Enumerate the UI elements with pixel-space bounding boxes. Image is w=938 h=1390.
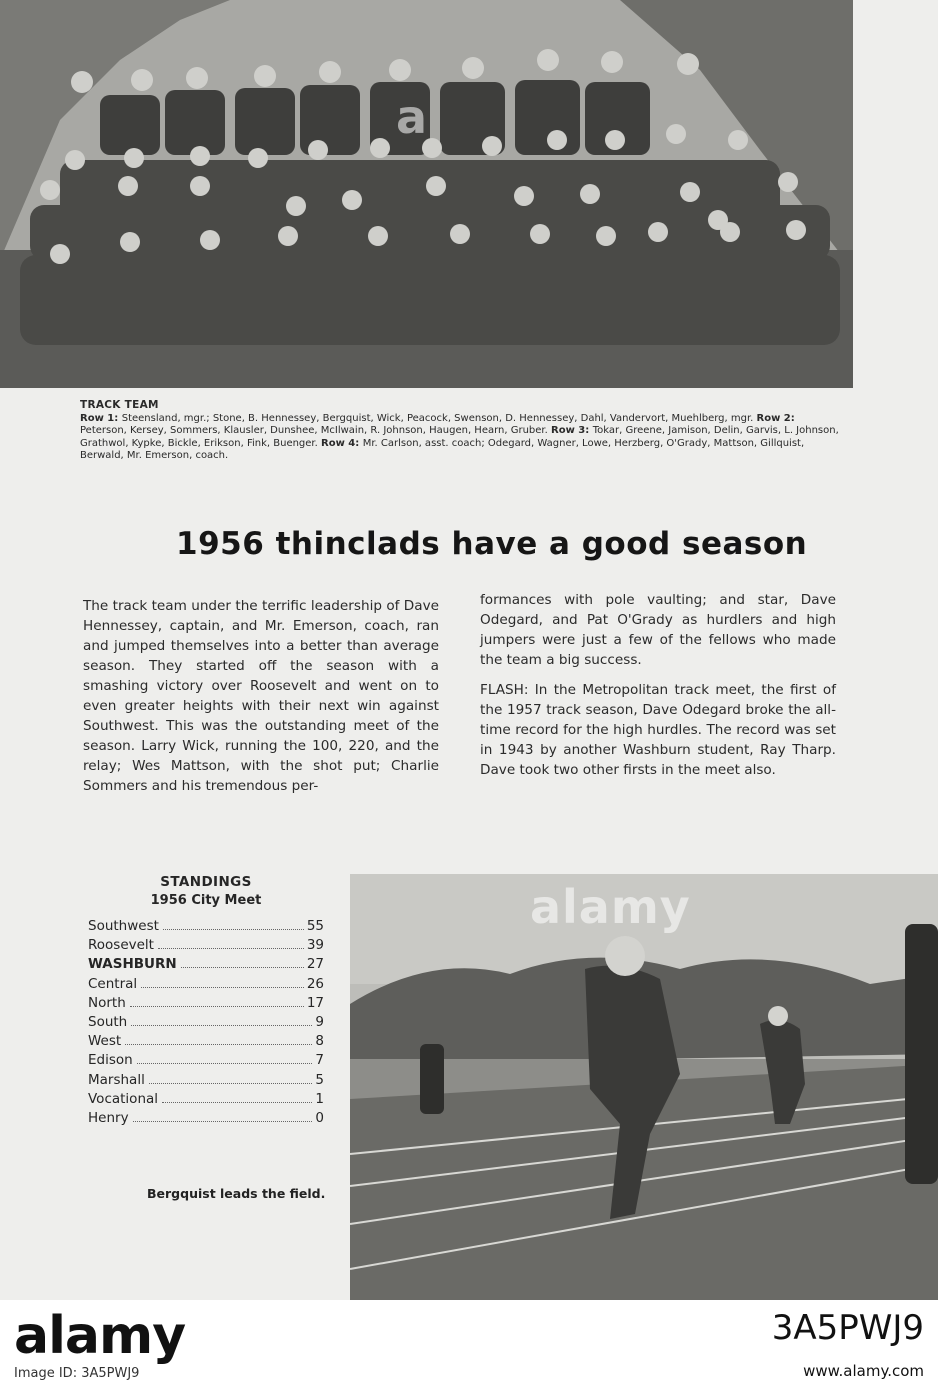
footer-url[interactable]: www.alamy.com [803,1362,924,1380]
caption-row-4-text: Mr. Carlson, asst. coach; Odegard, Wagner, Lowe, Herzberg, O'Grady, Mattson, Gillquist, Berwald, Mr. Emerson, coach. [80,437,805,461]
caption-row-4-label: Row 4: [321,437,363,449]
standings-team: Edison [88,1052,133,1069]
standings-score: 39 [306,937,324,954]
leader-dots [181,967,304,968]
standings-score: 0 [315,1109,324,1126]
leader-dots [131,1025,312,1026]
standings-row [88,976,324,995]
standings-team: Roosevelt [88,937,154,954]
team-photo [0,0,853,388]
article-left-column [83,596,439,806]
standings-row [88,995,324,1014]
standings-row [88,937,324,956]
standings-score: 17 [306,994,324,1011]
article-right-column [480,590,836,790]
standings-team: West [88,1033,122,1050]
caption-row-2-text: Peterson, Kersey, Sommers, Klausler, Dunshee, McIlwain, R. Johnson, Haugen, Hearn, Gruber. [80,425,548,436]
caption-title: TRACK TEAM [80,399,159,411]
standings-score: 5 [315,1071,324,1088]
track-photo [350,874,938,1300]
caption-row-3-label: Row 3: [551,425,593,436]
standings-row [88,1014,324,1033]
team-caption [80,399,840,463]
article-left-paragraph: The track team under the terrific leadership of Dave Hennessey, captain, and Mr. Emerson, coach, ran and jumped themselves into a better than average season. They started off the season with a smashing victory over Roosevelt and went on to even greater heights with their next win against Southwest. This was the outstanding meet of the season. Larry Wick, running the 100, 220, and the relay; Wes Mattson, with the shot put; Charlie Sommers and his tremendous per- [83,598,439,794]
caption-row-2-label: Row 2: [756,412,795,424]
standings-score: 55 [306,918,324,934]
caption-row-3-text: Tokar, Greene, Jamison, Delin, Garvis, L. Johnson, Grathwol, Kypke, Bickle, Erikson, Fink, Buenger. [80,425,839,449]
footer-image-id: Image ID: 3A5PWJ9 [14,1366,140,1381]
standings-team: South [88,1013,128,1030]
standings-team: North [88,994,126,1011]
team-photo-watermark: a [396,90,429,144]
standings-team: Vocational [88,1090,159,1107]
standings-score: 8 [315,1033,324,1050]
standings-row [88,1110,324,1129]
standings-team: WASHBURN [88,956,177,973]
track-photo-watermark: alamy [530,880,691,934]
leader-dots [162,1102,312,1103]
track-photo-caption: Bergquist leads the field. [147,1186,326,1201]
leader-dots [133,1121,313,1122]
standings-score: 26 [306,975,324,992]
standings-row [88,1091,324,1110]
caption-row-1-text: Steensland, mgr.; Stone, B. Hennessey, Bergquist, Wick, Peacock, Swenson, D. Hennessey, Dahl, Vandervort, Muehlberg, mgr. [121,412,754,424]
standings-team: Marshall [88,1071,145,1088]
standings-score: 27 [306,956,324,973]
article-right-paragraph-1: formances with pole vaulting; and star, Dave Odegard, and Pat O'Grady as hurdlers and high jumpers were just a few of the fellows who made the team a big success. [480,592,836,668]
footer-image-code: 3A5PWJ9 [771,1308,924,1348]
standings-subtitle: 1956 City Meet [150,893,262,908]
standings-row [88,918,324,937]
standings-team: Central [88,975,138,992]
leader-dots [163,929,304,930]
standings-score: 1 [315,1090,324,1107]
article-right-paragraph-2: FLASH: In the Metropolitan track meet, the first of the 1957 track season, Dave Odegard broke the all-time record for the high hurdles. The record was set in 1943 by another Washburn student, Ray Tharp. Dave took two other firsts in the meet also. [480,682,836,778]
leader-dots [137,1063,313,1064]
team-photo-illustration [0,0,853,388]
track-photo-illustration [350,874,938,1300]
leader-dots [158,948,304,949]
stock-footer [0,1300,938,1390]
leader-dots [125,1044,312,1045]
standings-row [88,1072,324,1091]
standings-row [88,1052,324,1071]
page-headline: 1956 thinclads have a good season [176,526,808,562]
standings-title: STANDINGS [160,874,252,890]
standings-row [88,956,324,975]
standings-row [88,1033,324,1052]
leader-dots [141,987,304,988]
footer-logo: alamy [14,1306,186,1366]
standings-score: 9 [315,1013,324,1030]
standings-team: Henry [88,1109,129,1126]
leader-dots [130,1006,304,1007]
standings-score: 7 [315,1052,324,1069]
leader-dots [149,1083,313,1084]
caption-row-1-label: Row 1: [80,412,122,424]
standings-team: Southwest [88,918,159,934]
standings-table [88,874,324,1129]
